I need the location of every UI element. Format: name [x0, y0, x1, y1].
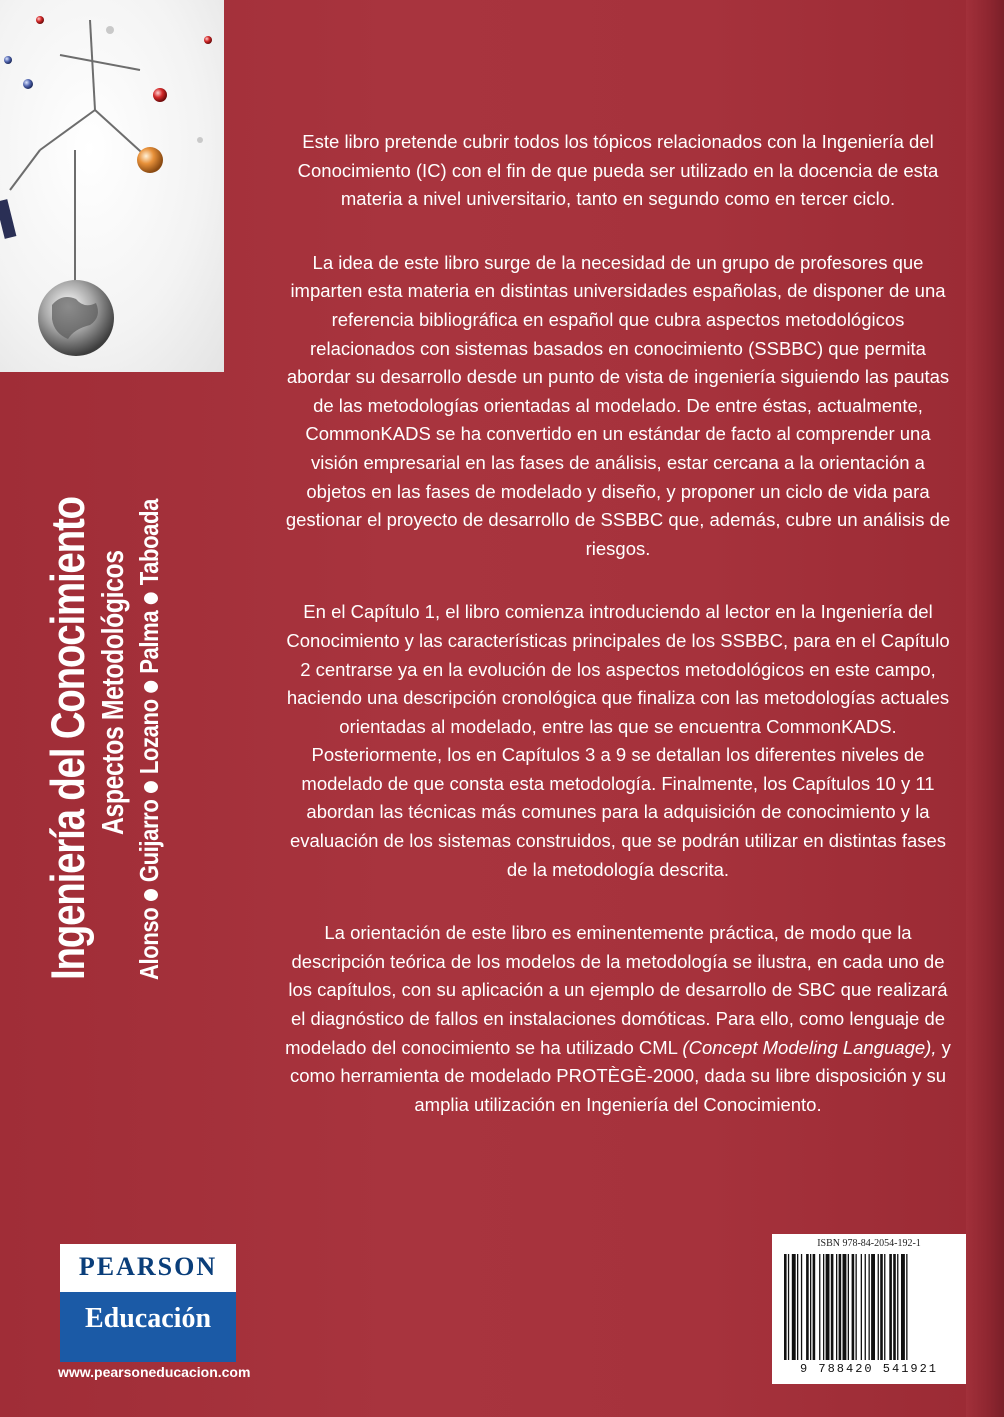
publisher-url: www.pearsoneducacion.com — [58, 1364, 251, 1380]
author-name: Lozano — [134, 699, 164, 775]
barcode-bar — [884, 1254, 885, 1360]
barcode-bar — [810, 1254, 811, 1360]
barcode-bar — [852, 1254, 855, 1360]
molecule-illustration — [0, 0, 224, 372]
bullet-icon — [144, 781, 158, 793]
barcode-bar — [836, 1254, 837, 1360]
barcode-bar — [831, 1254, 834, 1360]
barcode-bar — [893, 1254, 896, 1360]
cml-expansion: (Concept Modeling Language), — [682, 1036, 937, 1058]
barcode-bar — [848, 1254, 849, 1360]
paragraph: La idea de este libro surge de la necesidad de un grupo de profesores que imparten esta materia en distintas universidades españolas, de disponer de una referencia bibliográfica en español que cubra aspectos metodológicos relacionados con sistemas basados en conocimiento (SSBBC) que permita abordar su desarrollo desde un punto de vista de ingeniería siguiendo las pautas de las metodologías orientadas al modelado. De entre éstas, actualmente, CommonKADS se ha convertido en un estándar de facto al comprender una visión empresarial en las fases de análisis, estar cercana a la orientación a objetos en las fases de modelado y diseño, y proponer un ciclo de vida para gestionar el proyecto de desarrollo de SSBBC que, además, cubre un análisis de riesgos. — [285, 251, 951, 559]
spine-edge — [966, 0, 1004, 1417]
isbn-label: ISBN 978-84-2054-192-1 — [817, 1238, 921, 1249]
barcode-bar — [906, 1254, 907, 1360]
barcode-bar — [865, 1254, 866, 1360]
author-name: Palma — [134, 610, 164, 674]
publisher-name: PEARSON — [78, 1252, 218, 1281]
barcode-bar — [813, 1254, 816, 1360]
barcode-bar — [801, 1254, 802, 1360]
publisher-division: Educación — [84, 1303, 212, 1334]
barcode-bar — [823, 1254, 824, 1360]
barcode-bar — [839, 1254, 842, 1360]
bullet-icon — [144, 681, 158, 693]
barcode-bar — [843, 1254, 847, 1360]
book-subtitle: Aspectos Metodológicos — [95, 550, 130, 835]
paragraph-text: La orientación de este libro es eminentemente práctica, de modo que la descripción teórica de los modelos de la metodología se ilustra, en cada uno de los capítulos, con su aplicación a un ejemplo de desarrollo de SBC que realizará el diagnóstico de fallos en instalaciones domóticas. Para ello, como lenguaje de modelado del conocimiento se ha utilizado CML — [285, 922, 948, 1058]
barcode-bar — [889, 1254, 892, 1360]
description-text — [282, 128, 954, 1154]
barcode-bar — [901, 1254, 905, 1360]
book-title: Ingeniería del Conocimiento — [41, 497, 94, 980]
barcode-bar — [797, 1254, 798, 1360]
author-name: Taboada — [134, 499, 164, 586]
paragraph-text: y como herramienta de modelado PROTÈGÈ-2000, dada su libre disposición y su amplia utilización en Ingeniería del Conocimiento. — [289, 1036, 951, 1115]
barcode-bar — [856, 1254, 857, 1360]
barcode-bar — [819, 1254, 820, 1360]
bullet-icon — [144, 592, 158, 604]
vertical-title-block — [40, 380, 164, 980]
barcode-bar — [897, 1254, 898, 1360]
paragraph — [282, 919, 954, 1119]
barcode-bar — [861, 1254, 862, 1360]
barcode-bar — [878, 1254, 879, 1360]
paragraph: Este libro pretende cubrir todos los tópicos relacionados con la Ingeniería del Conocimiento (IC) con el fin de que pueda ser utilizado en la docencia de esta materia a nivel universitario, tanto en segundo como en tercer ciclo. — [297, 131, 939, 210]
barcode-bar — [871, 1254, 875, 1360]
molecule-photo — [0, 0, 224, 372]
barcode-bar — [784, 1254, 787, 1360]
barcode-bar — [806, 1254, 809, 1360]
barcode-bar — [869, 1254, 870, 1360]
barcode-bar — [880, 1254, 883, 1360]
bullet-icon — [144, 889, 158, 901]
barcode-box — [772, 1234, 966, 1384]
authors-line — [134, 470, 164, 980]
pearson-logo — [60, 1244, 236, 1362]
barcode-bar — [788, 1254, 789, 1360]
barcode-bars — [780, 1254, 958, 1360]
barcode-bar — [826, 1254, 830, 1360]
barcode-digits: 9 788420 541921 — [799, 1362, 939, 1376]
paragraph: En el Capítulo 1, el libro comienza introduciendo al lector en la Ingeniería del Conocimiento y las características principales de los SSBBC, para en el Capítulo 2 centrarse ya en la evolución de los aspectos metodológicos en este campo, haciendo una descripción cronológica que finaliza con las metodologías actuales orientadas al modelado, entre las que se encuentra CommonKADS. Posteriormente, los en Capítulos 3 a 9 se detallan los diferentes niveles de modelado de que consta esta metodología. Finalmente, los Capítulos 10 y 11 abordan las técnicas más comunes para la adquisición de conocimiento y la evaluación de los sistemas construidos, que se podrán utilizar en distintas fases de la metodología descrita. — [286, 601, 950, 880]
author-name: Guijarro — [134, 799, 164, 883]
author-name: Alonso — [134, 907, 164, 980]
barcode-bar — [792, 1254, 796, 1360]
